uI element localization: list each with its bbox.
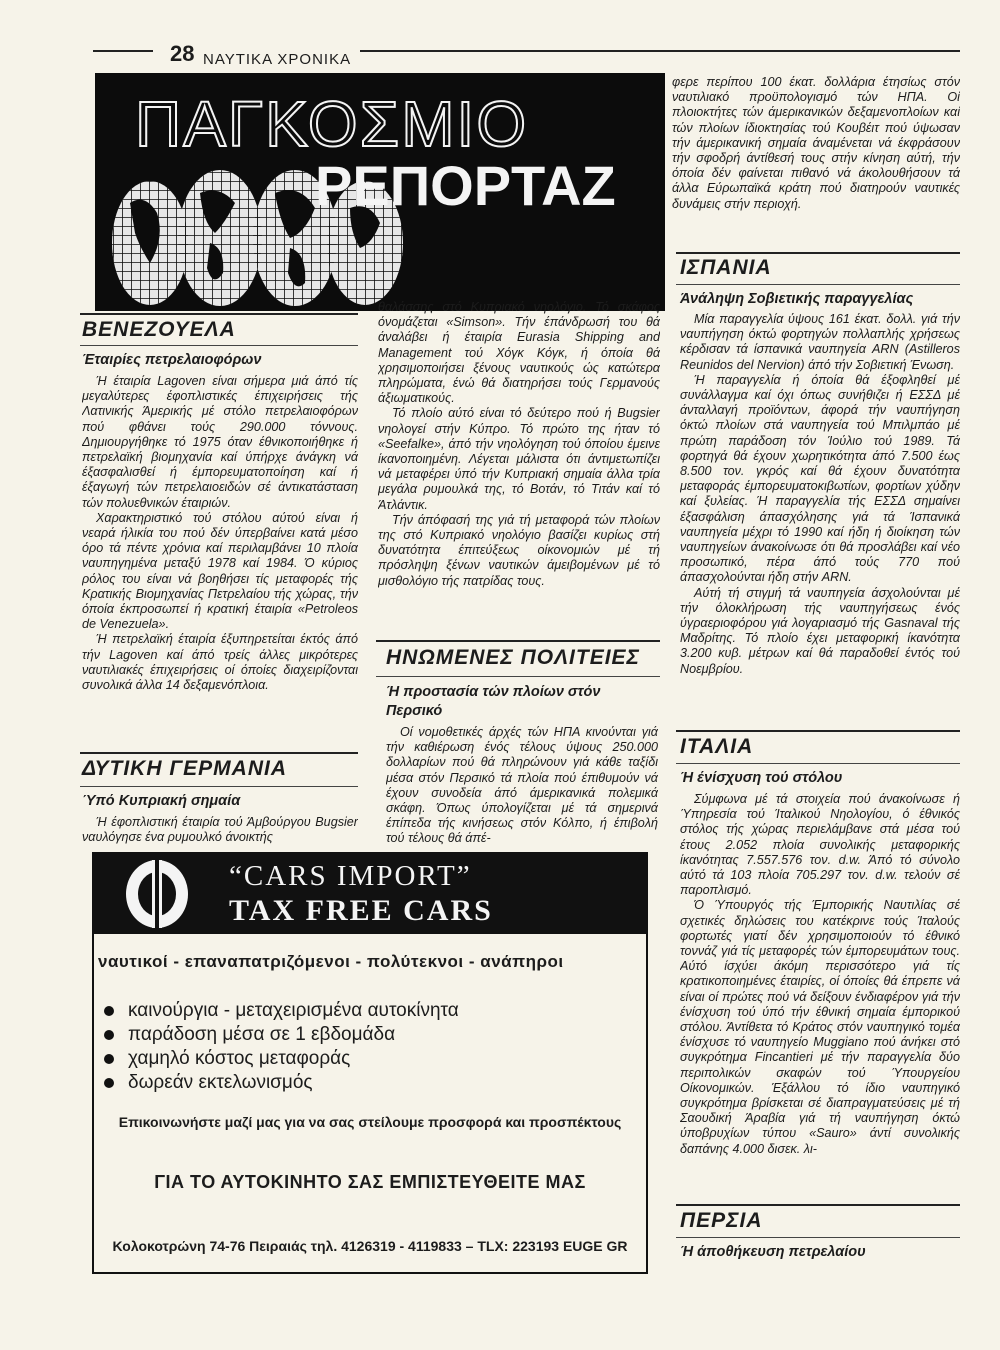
rule: [80, 345, 358, 346]
ad-slogan: ΓΙΑ ΤΟ ΑΥΤΟΚΙΝΗΤΟ ΣΑΣ ΕΜΠΙΣΤΕΥΘΕΙΤΕ ΜΑΣ: [154, 1172, 586, 1192]
section-title-italy: ΙΤΑΛΙΑ: [680, 735, 754, 758]
bullet-icon: [104, 1030, 114, 1040]
subtitle-usa: Ή προστασία τών πλοίων στόν Περσικό: [386, 684, 601, 719]
rule: [376, 640, 660, 642]
section-title-usa: ΗΝΩΜΕΝΕΣ ΠΟΛΙΤΕΙΕΣ: [386, 646, 640, 669]
rule: [376, 676, 660, 677]
header-rule-right: [360, 50, 960, 52]
section-title-west-germany: ΔΥΤΙΚΗ ΓΕΡΜΑΝΙΑ: [82, 757, 287, 780]
paragraph: Σύμφωνα μέ τά στοιχεία πού άνακοίνωσε ή Ύπηρεσία τού Ίταλικού Νηολογίου, ό έθνικός στόλος τής χώρας περιελάμβανε στά μέσα τού έτους 2.052 πλοία συνολικής μεταφορικής ίκανότητας 7.557.576 τον. d.w. Άπό τό σύνολο αύτό τά 103 πλοία 705.297 τον. d.w. τελούν σέ παροπλισμό.: [680, 792, 960, 898]
subtitle-spain: Άνάληψη Σοβιετικής παραγγελίας: [680, 291, 914, 307]
ad-contact: Επικοινωνήστε μαζί μας για να σας στείλουμε προσφορά και προσπέκτους: [118, 1114, 622, 1130]
paragraph: Αύτή τή στιγμή τά ναυπηγεία άσχολούνται μέ τήν όλοκλήρωση τής ναυπηγήσεως ένός ύγραεριοφόρου γιά λογαριασμό τής Gasnaval τής Μαδρίτης. Τό πλοίο έχει μεταφορική ίκανότητα 3.200 κυβ. μέτρων καί θά παραδοθεί έντός τού Νοεμβρίου.: [680, 585, 960, 676]
paragraph: Ό Ύπουργός τής Έμπορικής Ναυτιλίας σέ σχετικές δηλώσεις του κατέκρινε τούς Ίταλούς φορτωτές γιατί δέν χρησιμοποιούν τό έθνικό τοννάζ γιά τίς μεταφορές τών έμπορευμάτων τους. Αύτό ίσχύει άκόμη περισσότερο γιά τίς κρατικοποιημένες έταιρίες, οί όποίες θά έπρεπε νά είναι οί πρώτες πού νά δείξουν ένδιαφέρον γιά τήν ένίσχυση τού ύπό τήν έθνική σημαία έμπορικού στόλου. Άντίθετα τό Κράτος στόν ναυπηγικό τομέα ένίσχυσε τό ναυπηγείο Muggiano πού άνήκει στό συγκρότημα Fincantieri μέ τήν παραγγελία δύο περιπολικών σκαφών τού Ύπουργείου Οίκονομικών. Έξάλλου τό ίδιο ναυπηγικό συγκρότημα βρίσκεται σέ διαπραγματεύσεις μέ τή Σαουδική Άραβία γιά τή ναυπήγηση όκτώ ύποβρυχίων τύπου «Sauro» άντί συνολικής δαπάνης 4.000 δισεκ. λι-: [680, 898, 960, 1156]
ad-header: [94, 854, 646, 934]
ad-bullet: [104, 1024, 395, 1046]
paragraph: φερε περίπου 100 έκατ. δολλάρια έτησίως στόν ναυτιλιακό προϋπολογισμό τών ΗΠΑ. Οί πλοιοκτήτες τών άμερικανικών δεξαμενοπλοίων καί τών πλοίων ίδιοκτησίας τού Κουβέιτ πού ύψωσαν τήν άμερικανική σημαία άναμένεται νά έκφράσουν τήν σφοδρή άντίθεσή τους στήν κίνηση αύτή, τήν όποία δέν φαίνεται πιθανό νά άκολουθήσουν τά άλλα Εύρωπαϊκά κράτη πού διατηρούν ναυτικές δυνάμεις στήν περιοχή.: [672, 75, 960, 211]
banner-title-line2: ΡΕΠΟΡΤΑΖ: [315, 154, 616, 217]
paragraph: Τήν άπόφασή της γιά τή μεταφορά τών πλοίων της στό Κυπριακό νηολόγιο βασίζει κυρίως στή δυνατότητα έπιτεύξεως οίκονομιών μέ τή πρόσληψη ξένων ναυτικών άμειβομένων μέ τό μισθολόγιο τής πατρίδας τους.: [378, 512, 660, 588]
article-italy: [680, 792, 960, 1194]
paragraph: Ή έταιρία Lagoven είναι σήμερα μιά άπό τίς μεγαλύτερες έφοπλιστικές έπιχειρήσεις τής Λατινικής Άμερικής μέ στόλο πετρελαιοφόρων πού φθάνει τούς 290.000 τόννους. Δημιουργήθηκε τό 1975 όταν έθνικοποιήθηκε ή πετρελαϊκή βιομηχανία καί ύπήρχε άνάγκη νά έξασφαλισθεί ή έμπορευματοποίηση καί ή έξαγωγή τών πετρελαιοειδών σέ άντικατάσταση τών πολυεθνικών έταιριών.: [82, 374, 358, 510]
paragraph: Χαρακτηριστικό τού στόλου αύτού είναι ή νεαρά ήλικία του πού δέν ύπερβαίνει κατά μέσο όρο τά πέντε χρόνια καί περιλαμβάνει 10 πλοία ναυπηγημένα μεταξύ 1978 καί 1984. Ό κύριος ρόλος του είναι νά βοηθήσει τίς μεταφορές τής Κρατικής Βιομηχανίας Πετρελαίου τής χώρας, τήν όποία έκπροσωπεί ή κρατική έταιρία «Petroleos de Venezuela».: [82, 510, 358, 632]
ad-bullet-text: χαμηλό κόστος μεταφοράς: [128, 1048, 351, 1069]
rule: [676, 763, 960, 764]
rule: [676, 1204, 960, 1206]
company-logo-icon: [126, 860, 188, 928]
article-germany-continued: [378, 300, 660, 628]
rule: [80, 313, 358, 315]
ad-bullet: [104, 1000, 459, 1022]
magazine-title: ΝΑΥΤΙΚΑ ΧΡΟΝΙΚΑ: [203, 51, 352, 68]
page-number: 28: [170, 41, 195, 66]
rule: [80, 786, 358, 787]
paragraph: Οί νομοθετικές άρχές τών ΗΠΑ κινούνται γιά τήν καθιέρωση ένός τέλους ύψους 250.000 δολλαρίων πού θά πληρώνουν γιά κάθε ταξίδι μέσα στόν Περσικό τά πλοία πού έπιθυμούν νά έχουν συνοδεία άπό άμερικανικά πολεμικά σκάφη. Όπως ύπολογίζεται μέ τά σημερινά έπίπεδα τής κινήσεως στόν Κόλπο, ή έπιβολή τού τέλους θά άπέ-: [386, 725, 658, 846]
paragraph: Ή έφοπλιστική έταιρία τού Άμβούργου Bugsier ναυλόγησε ένα ρυμουλκό άνοικτής: [82, 815, 358, 845]
ad-audience: ναυτικοί - επαναπατριζόμενοι - πολύτεκνοι - ανάπηροι: [98, 952, 564, 971]
world-report-banner: [95, 73, 665, 311]
bullet-icon: [104, 1006, 114, 1016]
paragraph: θαλάσσης στό Κυπριακό νηολόγιο. Τό σκάφος όνομάζεται «Simson». Τήν έπάνδρωσή του θά άναλάβει ή έταιρία Eurasia Shipping and Management τού Χόγκ Κόγκ, ή όποία θά χρησιμοποιήσει ξένους ναυτικούς ώς κατώτερα πληρώματα, ένώ θά διατηρήσει τούς Γερμανούς άξιωματικούς.: [378, 300, 660, 406]
ad-bullet: [104, 1048, 350, 1070]
rule: [676, 284, 960, 285]
section-title-persia: ΠΕΡΣΙΑ: [680, 1209, 763, 1232]
banner-title-line1: ΠΑΓΚΟΣΜΙΟ: [135, 88, 529, 160]
paragraph: Ή παραγγελία ή όποία θά έξοφληθεί μέ συνάλλαγμα καί όχι όπως συνήθιζει ή ΕΣΣΔ μέ άνταλλαγή προϊόντων, άφορά τήν ναυπήγηση όκτώ πλοίων στά ναυπηγεία τού Μπιλμπάο μέ πρώτη παράδοση τόν Ίούλιο τού 1989. Τά φορτηγά θά έχουν χωρητικότητα άπό 7.500 έως 8.500 τον. γκρός καί θά έχουν δυνατότητα μεταφοράς έμπορευματοκιβωτίων, φορτίων χύδην καί ξυλείας. Ή παραγγελία τής ΕΣΣΔ σημαίνει έξασφάλιση άπασχόλησης γιά τά Ίσπανικά ναυπηγεία μέχρι τό 1990 καί ήδη ή διοίκηση τών ναυπηγείων άνακοίνωσε ότι θά προσλάβει καί νέο προσωπικό, πέρα άπό τούς 770 πού άπασχολούνται ήδη στήν ARN.: [680, 372, 960, 585]
article-west-germany: [82, 815, 358, 847]
article-venezuela: [82, 374, 358, 746]
header-rule-left: [93, 50, 153, 52]
paragraph: Ή πετρελαϊκή έταιρία έξυπηρετείται έκτός άπό τήν Lagoven καί άπό τρείς άλλες μικρότερες ναυτιλιακές έπιχειρήσεις οί όποίες διαχειρίζονται συνολικά άλλα 14 δεξαμενόπλοια.: [82, 632, 358, 693]
ad-bullet-text: δωρεάν εκτελωνισμός: [128, 1072, 313, 1093]
article-usa-continued: [672, 75, 960, 243]
subtitle-persia: Ή άποθήκευση πετρελαίου: [680, 1244, 866, 1260]
rule: [676, 1237, 960, 1238]
article-spain: [680, 312, 960, 722]
paragraph: Μία παραγγελία ύψους 161 έκατ. δολλ. γιά τήν ναυπήγηση όκτώ φορτηγών πολλαπλής χρήσεως κέρδισαν τά ίσπανικά ναυπηγεία ARN (Astilleros Reunidos del Nervion) άπό τήν Σοβιετική Ένωση.: [680, 312, 960, 372]
rule: [676, 252, 960, 254]
ad-headline: TAX FREE CARS: [229, 894, 493, 927]
ad-bullet-text: καινούργια - μεταχειρισμένα αυτοκίνητα: [128, 1000, 459, 1021]
rule: [80, 752, 358, 754]
section-title-venezuela: ΒΕΝΕΖΟΥΕΛΑ: [82, 318, 236, 341]
section-title-spain: ΙΣΠΑΝΙΑ: [680, 256, 772, 279]
ad-address: Κολοκοτρώνη 74-76 Πειραιάς τηλ. 4126319 - 4119833 – TLX: 223193 EUGE GR: [112, 1238, 628, 1254]
ad-bullet-text: παράδοση μέσα σε 1 εβδομάδα: [128, 1024, 396, 1045]
cars-import-advertisement: [92, 852, 648, 1274]
article-usa: [386, 725, 658, 847]
paragraph: Τό πλοίο αύτό είναι τό δεύτερο πού ή Bugsier νηολογεί στήν Κύπρο. Τό πρώτο της ήταν τό «Seefalke», άπό τήν νηολόγηση τού όποίου έμεινε ίκανοποιημένη. Λέγεται μάλιστα ότι άντιμετωπίζει νά μεταφέρει ύπό τήν Κυπριακή σημαία άλλα τρία μεγάλα ρυμουλκά της, τό Βοτάν, τό Τιτάν καί τό Άτλάντικ.: [378, 406, 660, 512]
bullet-icon: [104, 1054, 114, 1064]
bullet-icon: [104, 1078, 114, 1088]
ad-bullet: [104, 1072, 313, 1094]
subtitle-venezuela: Έταιρίες πετρελαιοφόρων: [82, 352, 262, 368]
subtitle-italy: Ή ένίσχυση τού στόλου: [680, 770, 843, 786]
subtitle-west-germany: Ύπό Κυπριακή σημαία: [82, 793, 241, 809]
ad-company-name: “CARS IMPORT”: [229, 860, 472, 892]
rule: [676, 730, 960, 732]
